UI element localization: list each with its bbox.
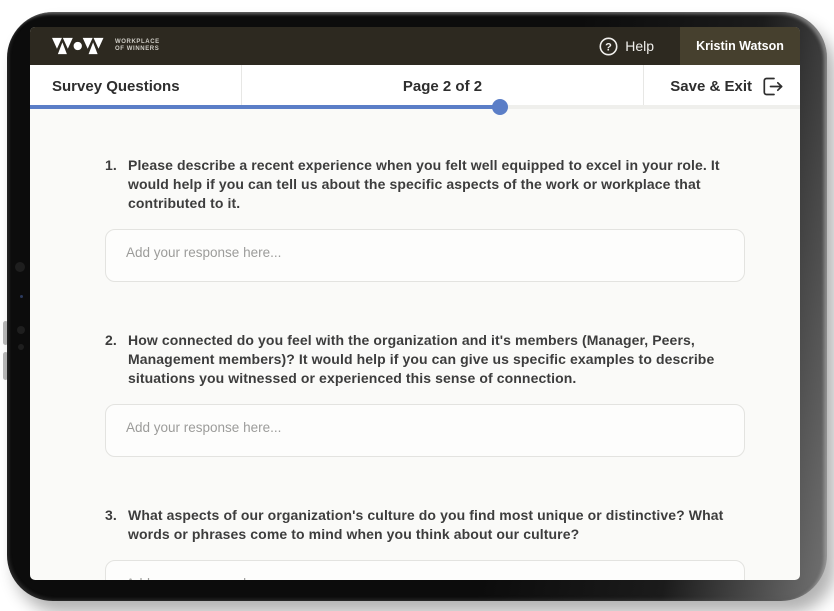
question-text	[105, 156, 745, 213]
screen	[30, 27, 800, 580]
response-textarea-2[interactable]	[105, 404, 745, 457]
help-button[interactable]	[599, 37, 654, 56]
save-exit-label: Save & Exit	[670, 77, 752, 95]
survey-header	[30, 65, 800, 107]
camera-sensor	[20, 295, 23, 298]
logo-tagline: WORKPLACE OF WINNERS	[115, 39, 160, 52]
progress-fill	[30, 105, 500, 109]
question-text	[105, 506, 745, 544]
camera-lens	[18, 344, 24, 350]
progress-bar	[30, 105, 800, 109]
save-exit-button[interactable]	[644, 65, 800, 107]
tablet-frame	[7, 12, 827, 601]
camera-lens	[17, 326, 25, 334]
page-title: Survey Questions	[52, 77, 180, 95]
question-number: 2.	[105, 332, 117, 348]
camera-lens	[15, 262, 25, 272]
question-body: How connected do you feel with the organization and it's members (Manager, Peers, Management members)? It would help if you can give us specific examples to describe situations you witnessed or experienced this sense of connection.	[128, 332, 715, 386]
question-body: Please describe a recent experience when you felt well equipped to excel in your role. It would help if you can tell us about the specific aspects of the work or workplace that contributed to it.	[128, 157, 720, 211]
question-block-1	[105, 156, 745, 282]
question-list	[30, 107, 800, 580]
question-number: 1.	[105, 157, 117, 173]
svg-text:?: ?	[605, 40, 613, 53]
question-circle-icon	[599, 37, 618, 56]
user-menu-button[interactable]	[680, 27, 800, 65]
wow-triangles-icon	[52, 36, 108, 56]
wow-logo	[30, 36, 160, 56]
exit-icon	[762, 77, 784, 96]
question-text	[105, 331, 745, 388]
question-block-2	[105, 331, 745, 457]
question-number: 3.	[105, 507, 117, 523]
app-bar	[30, 27, 800, 65]
response-textarea-1[interactable]	[105, 229, 745, 282]
help-label: Help	[625, 38, 654, 54]
question-body: What aspects of our organization's culture do you find most unique or distinctive? What words or phrases come to mind when you think about our culture?	[128, 507, 724, 542]
progress-handle[interactable]	[492, 99, 508, 115]
page-indicator: Page 2 of 2	[402, 77, 483, 95]
response-textarea-3[interactable]	[105, 560, 745, 580]
user-name: Kristin Watson	[696, 39, 784, 53]
question-block-3	[105, 506, 745, 580]
